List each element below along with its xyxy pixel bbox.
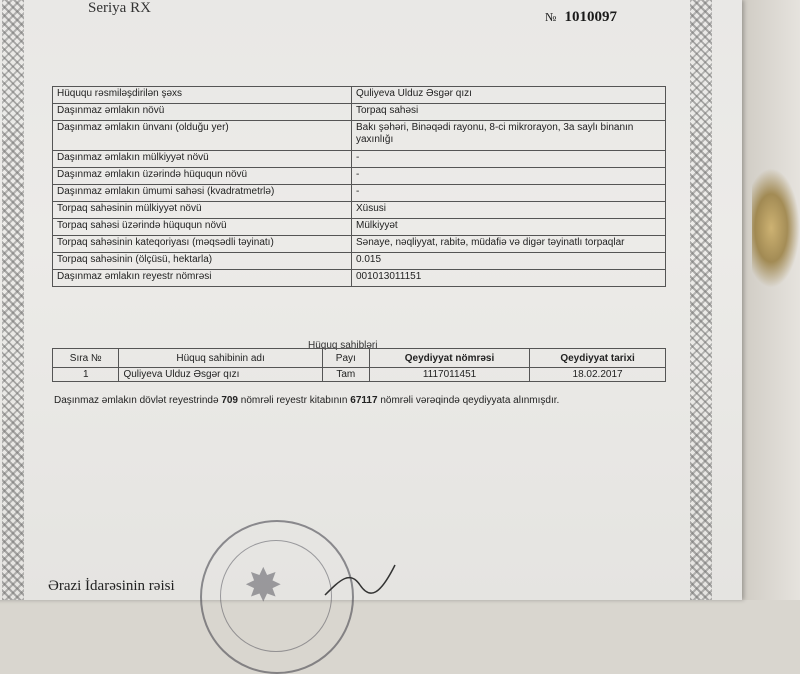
signature-mark	[320, 560, 400, 600]
property-value: -	[352, 185, 666, 202]
table-row	[53, 151, 666, 168]
table-row	[53, 368, 666, 382]
table-row	[53, 104, 666, 121]
registry-page-number: 67117	[350, 395, 378, 406]
property-label: Daşınmaz əmlakın növü	[53, 104, 352, 121]
column-header: Sıra №	[53, 349, 119, 368]
table-row	[53, 202, 666, 219]
number-value: 1010097	[564, 9, 617, 25]
number-sign: №	[545, 10, 557, 24]
column-header: Hüquq sahibinin adı	[119, 349, 322, 368]
column-header: Qeydiyyat nömrəsi	[369, 349, 529, 368]
property-label: Hüququ rəsmiləşdirilən şəxs	[53, 87, 352, 104]
table-row	[53, 270, 666, 287]
property-value: -	[352, 168, 666, 185]
table-row	[53, 121, 666, 151]
registry-statement	[54, 394, 654, 407]
decorative-border-right	[690, 0, 712, 600]
owner-no: 1	[53, 368, 119, 382]
table-row	[53, 168, 666, 185]
property-value: Bakı şəhəri, Binəqədi rayonu, 8-ci mikrorayon, 3a saylı binanın yaxınlığı	[352, 121, 666, 151]
property-label: Torpaq sahəsinin mülkiyyət növü	[53, 202, 352, 219]
property-value: Sənaye, nəqliyyat, rabitə, müdafiə və digər təyinatlı torpaqlar	[352, 236, 666, 253]
decorative-object	[752, 168, 800, 288]
star-emblem-icon: ✸	[244, 559, 283, 611]
property-label: Daşınmaz əmlakın ümumi sahəsi (kvadratmetrlə)	[53, 185, 352, 202]
owner-reg-no: 1117011451	[369, 368, 529, 382]
property-label: Daşınmaz əmlakın reyestr nömrəsi	[53, 270, 352, 287]
owners-title: Hüquq sahibləri	[308, 340, 378, 351]
table-row	[53, 219, 666, 236]
decorative-border-left	[2, 0, 24, 600]
owner-share: Tam	[322, 368, 369, 382]
property-label: Torpaq sahəsinin kateqoriyası (məqsədli təyinatı)	[53, 236, 352, 253]
owners-table	[52, 348, 666, 382]
column-header: Payı	[322, 349, 369, 368]
property-value: -	[352, 151, 666, 168]
property-label: Torpaq sahəsi üzərində hüququn növü	[53, 219, 352, 236]
property-label: Torpaq sahəsinin (ölçüsü, hektarla)	[53, 253, 352, 270]
table-row	[53, 253, 666, 270]
registry-book-number: 709	[221, 395, 238, 406]
property-value: Quliyeva Ulduz Əsgər qızı	[352, 87, 666, 104]
table-row	[53, 87, 666, 104]
table-row	[53, 236, 666, 253]
property-value: Mülkiyyət	[352, 219, 666, 236]
table-row	[53, 185, 666, 202]
property-value: Xüsusi	[352, 202, 666, 219]
property-label: Daşınmaz əmlakın mülkiyyət növü	[53, 151, 352, 168]
footer-signatory-label: Ərazi İdarəsinin rəisi	[48, 578, 175, 594]
column-header: Qeydiyyat tarixi	[530, 349, 666, 368]
property-value: Torpaq sahəsi	[352, 104, 666, 121]
property-value: 001013011151	[352, 270, 666, 287]
property-label: Daşınmaz əmlakın üzərində hüququn növü	[53, 168, 352, 185]
owner-name: Quliyeva Ulduz Əsgər qızı	[119, 368, 322, 382]
background-surface	[740, 0, 800, 600]
property-value: 0.015	[352, 253, 666, 270]
registry-text: nömrəli reyestr kitabının	[240, 395, 348, 406]
property-table	[52, 86, 666, 287]
certificate-number	[545, 8, 617, 26]
owners-header-row	[53, 349, 666, 368]
property-label: Daşınmaz əmlakın ünvanı (olduğu yer)	[53, 121, 352, 151]
owner-reg-date: 18.02.2017	[530, 368, 666, 382]
registry-text: nömrəli vərəqində qeydiyyata alınmışdır.	[380, 395, 560, 406]
series-label: Seriya RX	[88, 0, 151, 16]
registry-text: Daşınmaz əmlakın dövlət reyestrində	[54, 395, 219, 406]
